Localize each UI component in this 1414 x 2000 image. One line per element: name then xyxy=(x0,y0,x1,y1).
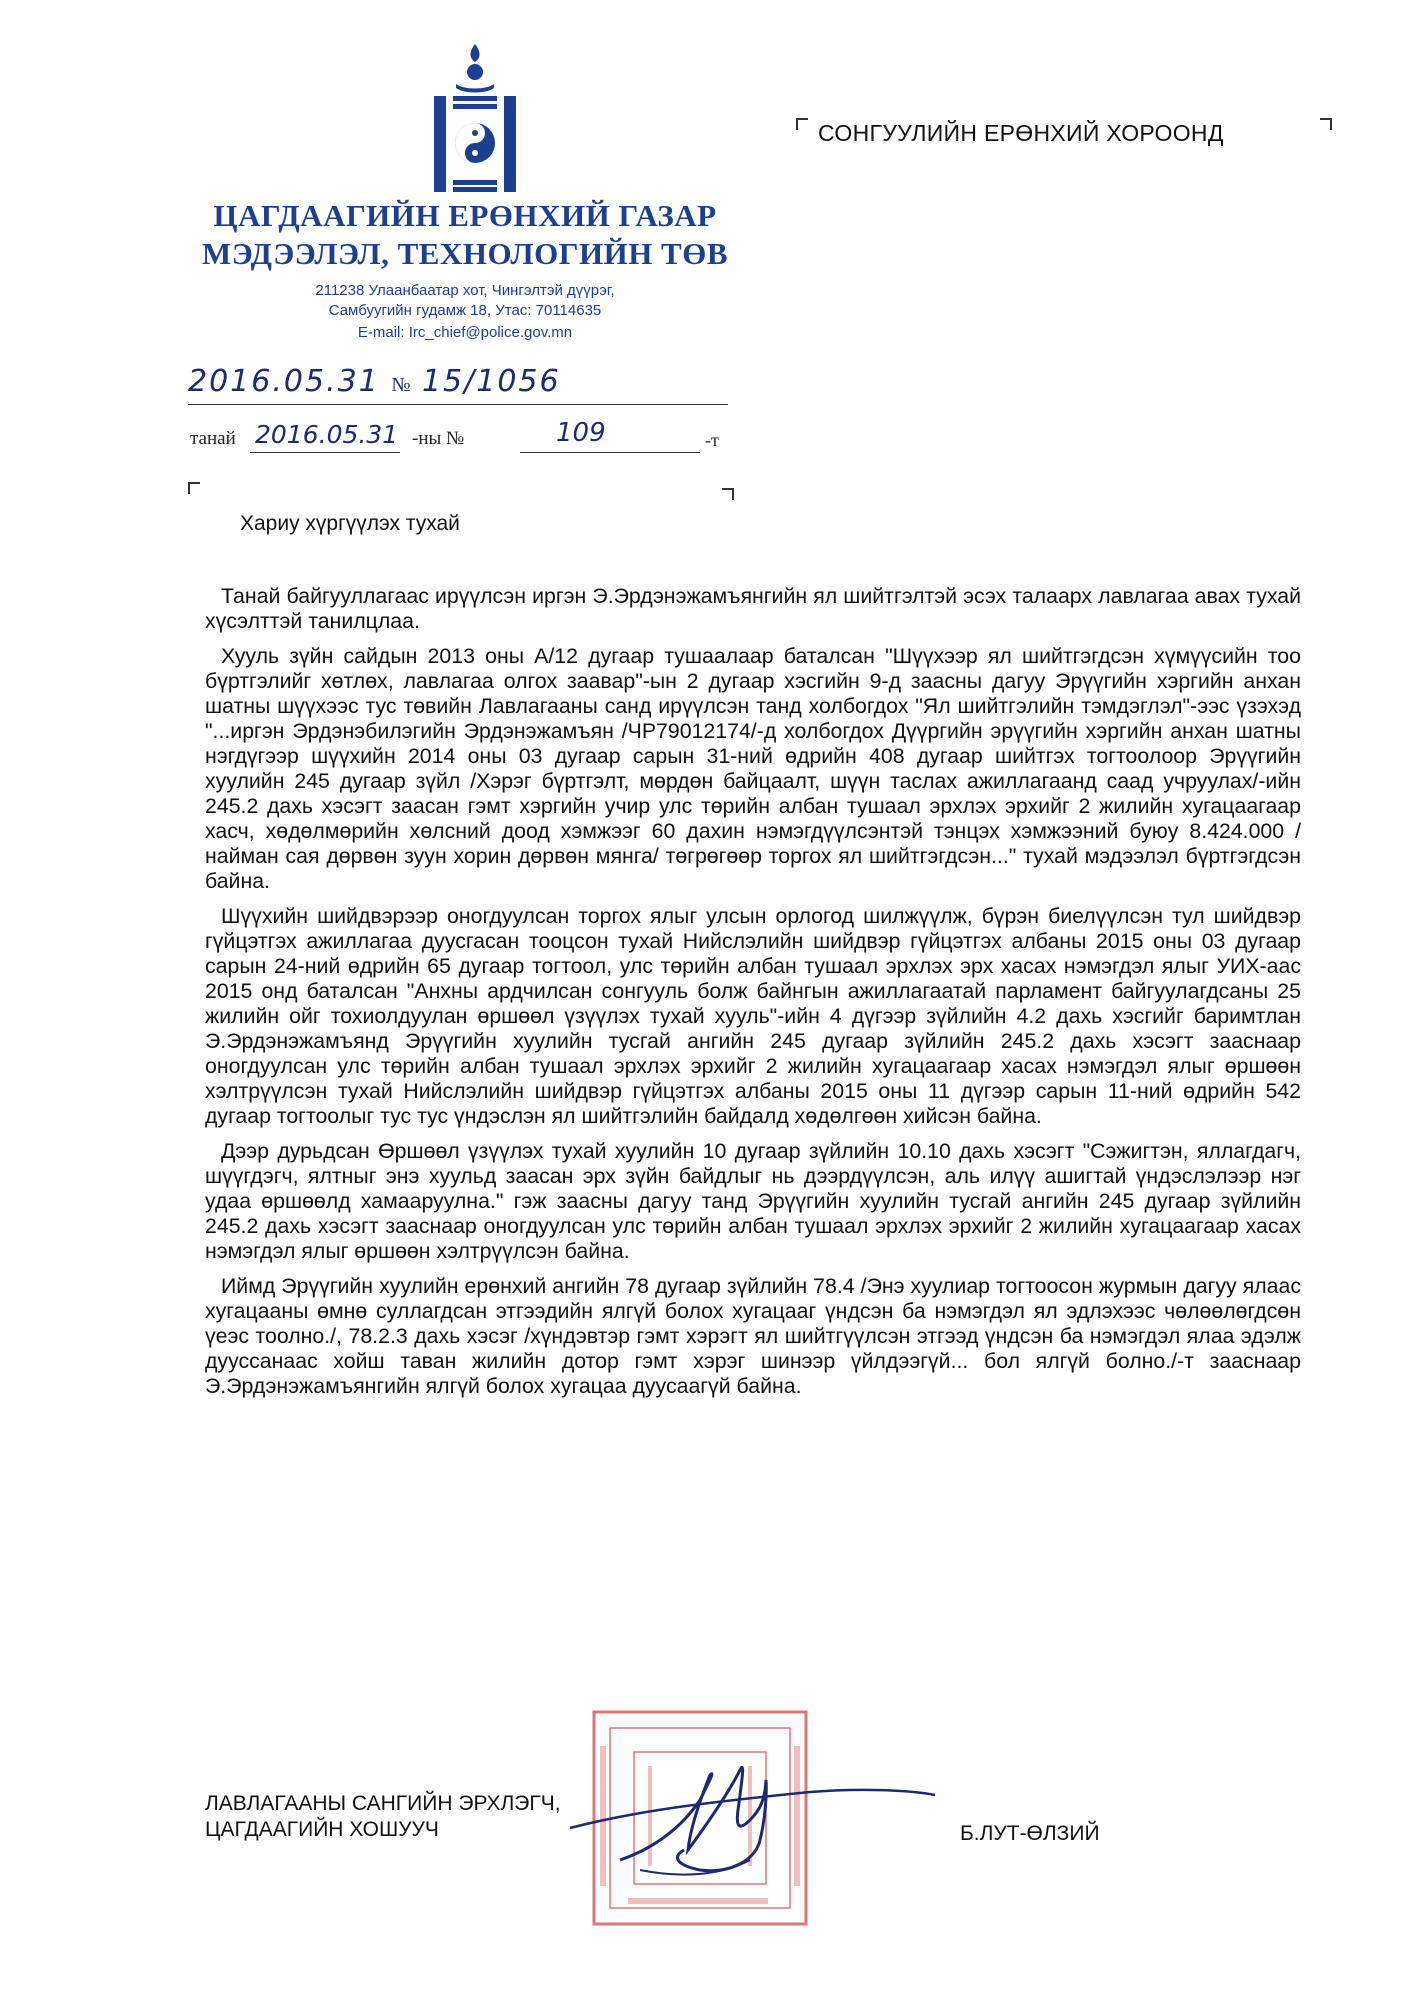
body-paragraph: Шүүхийн шийдвэрээр оногдуулсан торгох ялыг улсын орлогод шилжүүлж, бүрэн биелүүлсэн тул шийдвэр гүйцэтгэх ажиллагаа дуусгасан тооцсон тухай Нийслэлийн шийдвэр гүйцэтгэх албаны 2015 оны 03 дугаар сарын 24-ний өдрийн 65 дугаар тогтоол, улс төрийн албан тушаал эрхлэх эрх хасах нэмэгдэл ялыг УИХ-аас 2015 онд баталсан "Анхны ардчилсан сонгууль болж байнгын ажиллагаатай парламент байгуулагдсаны 25 жилийн ойг тохиолдуулан өршөөл үзүүлэх тухай хууль"-ийн 4 дүгээр зүйлийн 4.2 дахь хэсгийг баримтлан Э.Эрдэнэжамъянд Эрүүгийн хуулийн тусгай ангийн 245 дугаар зүйлийн 245.2 дахь хэсэгт зааснаар оногдуулсан улс төрийн албан тушаал эрхлэх эрхийг 2 жилийн хугацаагаар хасах нэмэгдэл ялыг өршөөн хэлтрүүлсэн тухай Нийслэлийн шийдвэр гүйцэтгэх албаны 2015 оны 11 дүгээр сарын 11-ний өдрийн 542 дугаар тогтоолыг тус тус үндэслэн ял шийтгэлийн байдалд хөдөлгөөн хийсэн байна. xyxy=(205,904,1301,1128)
body-paragraph: Хууль зүйн сайдын 2013 оны А/12 дугаар тушаалаар баталсан "Шүүхээр ял шийтгэгдсэн хүмүүсийн тоо бүртгэлийг хөтлөх, лавлагаа олгох заавар"-ын 2 дугаар хэсгийн 9-д заасны дагуу Эрүүгийн хэргийн анхан шатны шүүхээс тус төвийн Лавлагааны санд ирүүлсэн танд холбогдох "Ял шийтгэлийн тэмдэглэл"-ээс үзэхэд "...иргэн Эрдэнэбилэгийн Эрдэнэжамъян /ЧР79012174/-д холбогдох Дүүргийн эрүүгийн хэргийн анхан шатны нэгдүгээр шүүхийн 2014 оны 03 дугаар сарын 31-ний өдрийн 408 дугаар шийтгэх тогтоолоор Эрүүгийн хуулийн 245 дугаар зүйл /Хэрэг бүртгэлт, мөрдөн байцаалт, шүүн таслах ажиллагаанд саад учруулах/-ийн 245.2 дахь хэсэгт заасан гэмт хэргийн учир улс төрийн албан тушаал эрхлэх эрхийг 2 жилийн хугацаагаар хасч, хөдөлмөрийн хөлсний доод хэмжээг 60 дахин нэмэгдүүлсэнтэй тэнцэх хэмжээний буюу 8.424.000 /найман сая дөрвөн зуун хорин дөрвөн мянга/ төгрөгөөр торгох ял шийтгэгдсэн..." тухай мэдээлэл бүртгэгдсэн байна. xyxy=(205,644,1301,893)
body-paragraph: Иймд Эрүүгийн хуулийн ерөнхий ангийн 78 дугаар зүйлийн 78.4 /Энэ хуулиар тогтоосон журмын дагуу ялаас хугацааны өмнө суллагдсан этгээдийн ялгүй болох хугацааг үндсэн ба нэмэгдэл ял эдлэхээс чөлөөлөгдсөн үеэс тоолно./, 78.2.3 дахь хэсэг /хүндэвтэр гэмт хэрэгт ял шийтгүүлсэн этгээд үндсэн ба нэмэгдэл ялаа эдэлж дууссанаас хойш таван жилийн дотор гэмт хэрэг шинээр үйлдээгүй... бол ялгүй болно./-т зааснаар Э.Эрдэнэжамъянгийн ялгүй болох хугацаа дуусаагүй байна. xyxy=(205,1274,1301,1398)
letter-number: 15/1056 xyxy=(421,364,561,399)
corner-mark xyxy=(796,118,808,130)
subject-line: Хариу хүргүүлэх тухай xyxy=(240,512,460,535)
number-sign: № xyxy=(391,374,411,396)
signatory-title-line1: ЛАВЛАГААНЫ САНГИЙН ЭРХЛЭГЧ, xyxy=(205,1792,561,1815)
org-name-line2: МЭДЭЭЛЭЛ, ТЕХНОЛОГИЙН ТӨВ xyxy=(201,236,729,271)
signatory-title-line2: ЦАГДААГИЙН ХОШУУЧ xyxy=(205,1818,439,1841)
soyombo-emblem-icon xyxy=(420,40,530,200)
handwritten-signature-icon xyxy=(560,1740,940,1890)
corner-mark xyxy=(722,488,734,500)
ref-number-underline xyxy=(520,452,700,453)
address-line2: Самбуугийн гудамж 18, Утас: 70114635 xyxy=(328,302,602,319)
letter-date: 2016.05.31 xyxy=(188,364,380,399)
signatory-name: Б.ЛУТ-ӨЛЗИЙ xyxy=(960,1822,1100,1845)
ref-suffix: -т xyxy=(705,430,719,450)
ref-number-label: -ны № xyxy=(412,428,465,449)
date-underline xyxy=(188,404,728,405)
letter-body xyxy=(205,584,1301,1409)
body-paragraph: Танай байгууллагаас ирүүлсэн иргэн Э.Эрдэнэжамъянгийн ял шийтгэлтэй эсэх талаарх лавлагаа авах тухай хүсэлттэй танилцлаа. xyxy=(205,584,1301,633)
address-line3: E-mail: Irc_chief@police.gov.mn xyxy=(357,324,573,341)
ref-date-underline xyxy=(250,452,400,453)
letter-date-number xyxy=(188,364,561,399)
ref-prefix: танай xyxy=(190,428,236,449)
addressee: СОНГУУЛИЙН ЕРӨНХИЙ ХОРООНД xyxy=(818,120,1224,146)
address-line1: 211238 Улаанбаатар хот, Чингэлтэй дүүрэг, xyxy=(315,282,615,299)
corner-mark xyxy=(188,482,200,494)
corner-mark xyxy=(1320,118,1332,130)
ref-date: 2016.05.31 xyxy=(255,420,399,449)
body-paragraph: Дээр дурьдсан Өршөөл үзүүлэх тухай хуулийн 10 дугаар зүйлийн 10.10 дахь хэсэгт "Сэжигтэн, яллагдагч, шүүгдэгч, ялтныг энэ хуульд заасан эрх зүйн байдлыг нь дээрдүүлсэн, аль илүү ашигтай үндэслэлээр нэг удаа өршөөлд хамааруулна." гэж заасны дагуу танд Эрүүгийн хуулийн тусгай ангийн 245 дугаар зүйлийн 245.2 дахь хэсэгт зааснаар оногдуулсан улс төрийн албан тушаал эрхлэх эрхийг 2 жилийн хугацаагаар хасах нэмэгдэл ялыг өршөөн хэлтрүүлсэн байна. xyxy=(205,1139,1301,1263)
ref-number: 109 xyxy=(556,418,606,448)
org-name-line1: ЦАГДААГИЙН ЕРӨНХИЙ ГАЗАР xyxy=(213,198,717,233)
